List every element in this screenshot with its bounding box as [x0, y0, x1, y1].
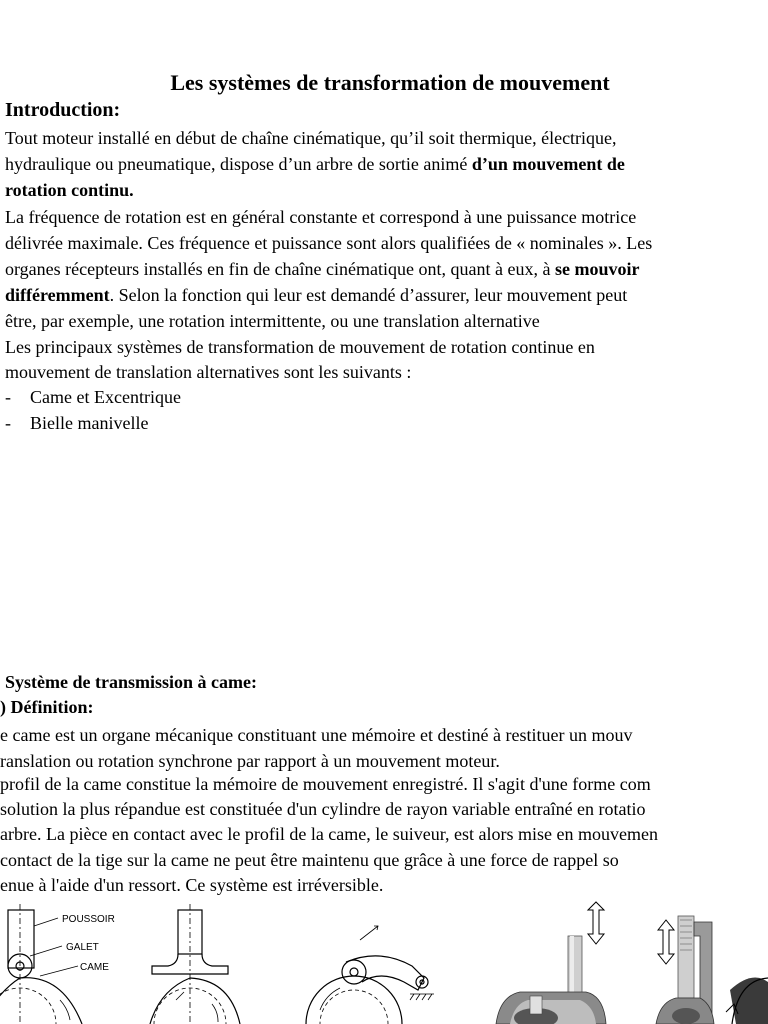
definition-line-4: solution la plus répandue est constituée d'un cylindre de rayon variable entraîné en rotatio [0, 799, 646, 819]
cam-3d-illustration-2 [656, 916, 768, 1024]
list-item [5, 385, 181, 410]
definition-line-1: e came est un organe mécanique constituant une mémoire et destiné à restituer un mouv [0, 725, 633, 745]
list-bullet: - [5, 413, 11, 433]
list-item-text: Bielle manivelle [30, 413, 149, 433]
intro-line-6-bold: se mouvoir [554, 259, 640, 279]
intro-line-4: La fréquence de rotation est en général constante et correspond à une puissance motrice [5, 207, 637, 227]
list-bullet: - [5, 387, 11, 407]
intro-line-6 [5, 257, 639, 282]
definition-line-3: profil de la came constitue la mémoire de mouvement enregistré. Il s'agit d'une forme com [0, 774, 651, 794]
intro-line-2-bold: d’un mouvement de [471, 154, 625, 174]
intro-line-2-text: hydraulique ou pneumatique, dispose d’un arbre de sortie animé [5, 154, 472, 174]
list-item [5, 411, 149, 436]
cam-3d-illustration-1 [496, 902, 606, 1024]
cam-rocker-arm-figure [306, 926, 434, 1024]
intro-heading: Introduction: [5, 99, 121, 121]
intro-line-10: mouvement de translation alternatives sont les suivants : [5, 362, 412, 382]
definition-line-6: contact de la tige sur la came ne peut être maintenu que grâce à une force de rappel so [0, 850, 619, 870]
intro-line-5: délivrée maximale. Ces fréquence et puissance sont alors qualifiées de « nominales ». Les [5, 233, 653, 253]
section-heading: Système de transmission à came: [5, 672, 257, 692]
label-came: CAME [80, 962, 109, 973]
intro-line-7-bold: différemment [5, 285, 110, 305]
page-title: Les systèmes de transformation de mouvement [170, 70, 610, 95]
intro-line-8: être, par exemple, une rotation intermittente, ou une translation alternative [5, 311, 540, 331]
intro-line-3: rotation continu. [5, 180, 134, 200]
cam-figures [0, 900, 768, 1024]
definition-line-7: enue à l'aide d'un ressort. Ce système est irréversible. [0, 875, 384, 895]
cam-flat-follower-figure [150, 904, 240, 1024]
intro-line-6-text: organes récepteurs installés en fin de chaîne cinématique ont, quant à eux, à [5, 259, 555, 279]
label-poussoir: POUSSOIR [62, 914, 115, 925]
definition-heading: ) Définition: [0, 697, 94, 717]
intro-line-1: Tout moteur installé en début de chaîne cinématique, qu’il soit thermique, électrique, [5, 128, 617, 148]
intro-line-7-text: . Selon la fonction qui leur est demandé d’assurer, leur mouvement peut [109, 285, 628, 305]
intro-line-2 [5, 152, 625, 177]
definition-line-2: ranslation ou rotation synchrone par rapport à un mouvement moteur. [0, 751, 500, 771]
label-galet: GALET [66, 942, 99, 953]
intro-line-9: Les principaux systèmes de transformation de mouvement de rotation continue en [5, 337, 595, 357]
list-item-text: Came et Excentrique [30, 387, 181, 407]
definition-line-5: arbre. La pièce en contact avec le profil de la came, le suiveur, est alors mise en mouvemen [0, 824, 658, 844]
intro-line-7 [5, 283, 627, 308]
